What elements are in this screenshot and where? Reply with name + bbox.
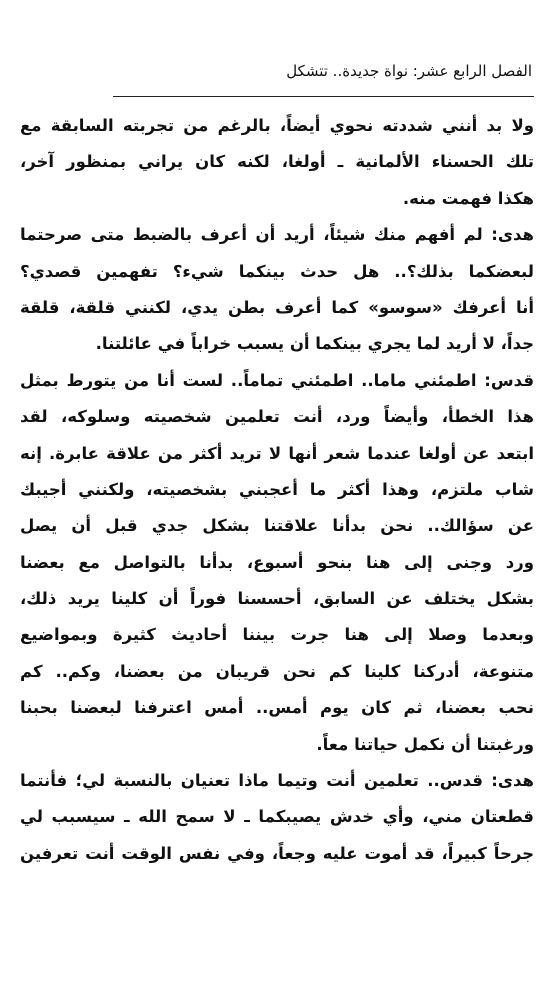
text-line: جرحاً كبيراً، قد أموت عليه وجعاً، وفي نفس الوقت أنت تعرفين (20, 843, 534, 863)
text-line: هدى: لم أفهم منك شيئاً، أريد أن أعرف بالضبط متى صرحتما (20, 225, 534, 245)
text-line: ولا بد أنني شددته نحوي أيضاً، بالرغم من تجربته السابقة مع (20, 116, 534, 135)
header-rule (113, 96, 534, 97)
text-line: جداً، لا أريد لما يجري بينكما أن يسبب خراباً في عائلتنا. (95, 334, 534, 354)
text-line: هذا الخطأ، وأيضاً ورد، أنت تعلمين شخصيته وسلوكه، لقد (20, 407, 534, 427)
text-line: لبعضكما بذلك؟.. هل حدث بينكما شيء؟ تفهمين قصدي؟ (20, 261, 534, 281)
text-line: ورغبتنا أن نكمل حياتنا معاً. (316, 734, 534, 754)
text-line: عن سؤالك.. نحن بدأنا علاقتنا بشكل جدي قبل أن يصل (20, 516, 534, 536)
text-line: تلك الحسناء الألمانية ـ أولغا، لكنه كان يراني بمنظور آخر، (20, 152, 534, 172)
body-text (20, 108, 534, 872)
text-line: قطعتان مني، وأي خدش يصيبكما ـ لا سمح الله ـ سيسبب لي (20, 807, 534, 827)
text-line: ورد وجنى إلى هنا بنحو أسبوع، بدأنا بالتواصل مع بعضنا (20, 552, 534, 572)
text-line: نحب بعضنا، ثم كان يوم أمس.. أمس اعترفنا لبعضنا بحبنا (20, 698, 534, 718)
text-line: شاب ملتزم، وهذا أكثر ما أعجبني بشخصيته، ولكنني أجيبك (20, 479, 534, 499)
text-line: هدى: قدس.. تعلمين أنت وتيما ماذا تعنيان بالنسبة لي؛ فأنتما (20, 771, 534, 791)
text-line: أنا أعرفك «سوسو» كما أعرف بطن يدي، لكنني قلقة، قلقة (20, 297, 534, 317)
text-line: وبعدما وصلا إلى هنا جرت بيننا أحاديث كثيرة وبمواضيع (20, 625, 534, 645)
text-line: متنوعة، أدركنا كلينا كم نحن قريبان من بعضنا، وكم.. كم (20, 661, 534, 681)
text-line: هكذا فهمت منه. (402, 188, 534, 208)
text-line: قدس: اطمئني ماما.. اطمئني تماماً.. لست أنا من يتورط بمثل (20, 370, 534, 390)
text-line: ابتعد عن أولغا عندما شعر أنها لا تريد أكثر من علاقة عابرة. إنه (20, 443, 534, 463)
running-header: الفصل الرابع عشر: نواة جديدة.. تتشكل (286, 62, 532, 80)
text-line: بشكل يختلف عن السابق، أحسسنا فوراً أن كلينا يريد ذلك، (20, 589, 534, 609)
